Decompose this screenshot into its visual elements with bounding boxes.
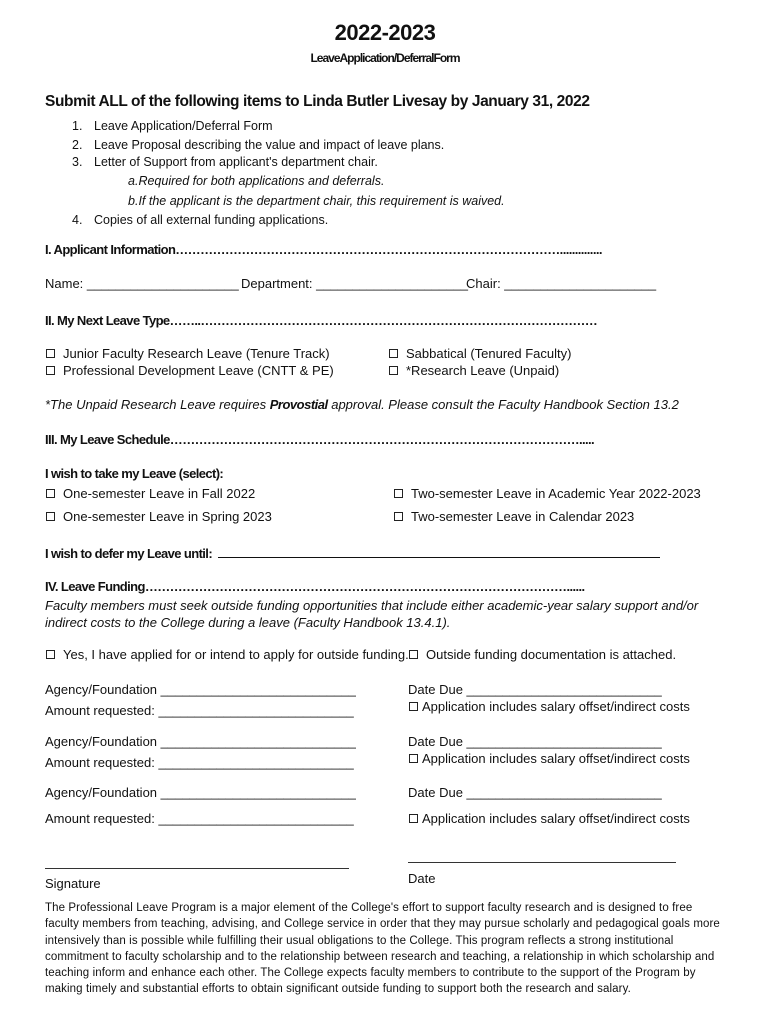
requirement-subitem: b.If the applicant is the department chair, this requirement is waived. bbox=[128, 194, 505, 208]
chair-field[interactable]: Chair: _____________________ bbox=[466, 276, 657, 291]
schedule-option-fall[interactable]: One-semester Leave in Fall 2022 bbox=[46, 486, 255, 501]
requirement-item: 3. Letter of Support from applicant's department chair. bbox=[72, 155, 378, 169]
requirement-subitem: a.Required for both applications and deferrals. bbox=[128, 174, 385, 188]
schedule-option-spring[interactable]: One-semester Leave in Spring 2023 bbox=[46, 509, 272, 524]
date-line[interactable] bbox=[408, 862, 676, 863]
checkbox[interactable] bbox=[46, 650, 55, 659]
defer-until-field[interactable] bbox=[218, 557, 660, 558]
form-subtitle: LeaveApplication/DeferralForm bbox=[310, 51, 460, 65]
wish-take-label: I wish to take my Leave (select): bbox=[45, 466, 224, 481]
checkbox[interactable] bbox=[389, 349, 398, 358]
requirement-item: 1. Leave Application/Deferral Form bbox=[72, 119, 273, 133]
leave-type-option-sabbatical[interactable]: Sabbatical (Tenured Faculty) bbox=[389, 346, 571, 361]
checkbox[interactable] bbox=[389, 366, 398, 375]
date-label: Date bbox=[408, 871, 436, 886]
funding-applied-option[interactable]: Yes, I have applied for or intend to apply for outside funding. bbox=[46, 647, 409, 662]
checkbox[interactable] bbox=[46, 489, 55, 498]
date-due-field[interactable]: Date Due ___________________________ bbox=[408, 785, 662, 800]
amount-field[interactable]: Amount requested: ___________________________ bbox=[45, 811, 354, 826]
salary-offset-option[interactable]: Application includes salary offset/indirect costs bbox=[409, 811, 690, 826]
requirement-item: 4. Copies of all external funding applications. bbox=[72, 213, 329, 227]
leave-type-option-professional[interactable]: Professional Development Leave (CNTT & PE) bbox=[46, 363, 334, 378]
leave-schedule-heading: III. My Leave Schedule………………………………………………………………………………………..... bbox=[45, 432, 595, 447]
form-year-title: 2022-2023 bbox=[334, 20, 436, 45]
schedule-option-academic-year[interactable]: Two-semester Leave in Academic Year 2022-2023 bbox=[394, 486, 701, 501]
wish-defer-label: I wish to defer my Leave until: bbox=[45, 546, 213, 561]
salary-offset-option[interactable]: Application includes salary offset/indirect costs bbox=[409, 699, 690, 714]
name-field[interactable]: Name: _____________________ bbox=[45, 276, 239, 291]
leave-type-option-research[interactable]: *Research Leave (Unpaid) bbox=[389, 363, 559, 378]
amount-field[interactable]: Amount requested: ___________________________ bbox=[45, 755, 354, 770]
program-description: The Professional Leave Program is a major element of the College's effort to support faculty research and is designed to free faculty members from teaching, advising, and College service in order that they may pursue scholarly and pedagogical goals more intensively than is possible while fulfilling their usual obligations to the College. This program reflects a strong institutional commitment to faculty scholarship and to the relationship between research and teaching, a relationship in which scholarship and teaching inform and enhance each other. The College expects faculty members to contribute to the support of the Program by making timely and substantial efforts to obtain significant outside funding to support both the research and salary. bbox=[45, 902, 720, 996]
unpaid-leave-note: *The Unpaid Research Leave requires Provostial approval. Please consult the Faculty Handbook Section 13.2 bbox=[45, 397, 679, 412]
checkbox[interactable] bbox=[46, 512, 55, 521]
funding-attached-option[interactable]: Outside funding documentation is attached. bbox=[409, 647, 676, 662]
department-field[interactable]: Department: _____________________ bbox=[241, 276, 468, 291]
agency-field[interactable]: Agency/Foundation ___________________________ bbox=[45, 734, 356, 749]
schedule-option-calendar[interactable]: Two-semester Leave in Calendar 2023 bbox=[394, 509, 634, 524]
checkbox[interactable] bbox=[409, 702, 418, 711]
checkbox[interactable] bbox=[394, 489, 403, 498]
amount-field[interactable]: Amount requested: ___________________________ bbox=[45, 703, 354, 718]
checkbox[interactable] bbox=[409, 754, 418, 763]
submit-heading: Submit ALL of the following items to Linda Butler Livesay by January 31, 2022 bbox=[45, 93, 590, 110]
applicant-info-heading: I. Applicant Information………………………………………………………………………………….............. bbox=[45, 242, 602, 257]
leave-type-heading: II. My Next Leave Type……..…………………………………………………………………………………… bbox=[45, 313, 598, 328]
checkbox[interactable] bbox=[46, 349, 55, 358]
checkbox[interactable] bbox=[409, 650, 418, 659]
requirement-item: 2. Leave Proposal describing the value and impact of leave plans. bbox=[72, 138, 445, 152]
signature-label: Signature bbox=[45, 876, 101, 891]
signature-line[interactable] bbox=[45, 868, 349, 869]
agency-field[interactable]: Agency/Foundation ___________________________ bbox=[45, 785, 356, 800]
checkbox[interactable] bbox=[394, 512, 403, 521]
leave-funding-heading: IV. Leave Funding…………………………………………………………………………………………...... bbox=[45, 579, 585, 594]
salary-offset-option[interactable]: Application includes salary offset/indirect costs bbox=[409, 751, 690, 766]
checkbox[interactable] bbox=[46, 366, 55, 375]
date-due-field[interactable]: Date Due ___________________________ bbox=[408, 734, 662, 749]
funding-note: Faculty members must seek outside funding opportunities that include either academic-year salary support and/or indirect costs to the College during a leave (Faculty Handbook 13.4.1). bbox=[45, 598, 699, 630]
date-due-field[interactable]: Date Due ___________________________ bbox=[408, 682, 662, 697]
agency-field[interactable]: Agency/Foundation ___________________________ bbox=[45, 682, 356, 697]
leave-type-option-junior[interactable]: Junior Faculty Research Leave (Tenure Track) bbox=[46, 346, 330, 361]
checkbox[interactable] bbox=[409, 814, 418, 823]
